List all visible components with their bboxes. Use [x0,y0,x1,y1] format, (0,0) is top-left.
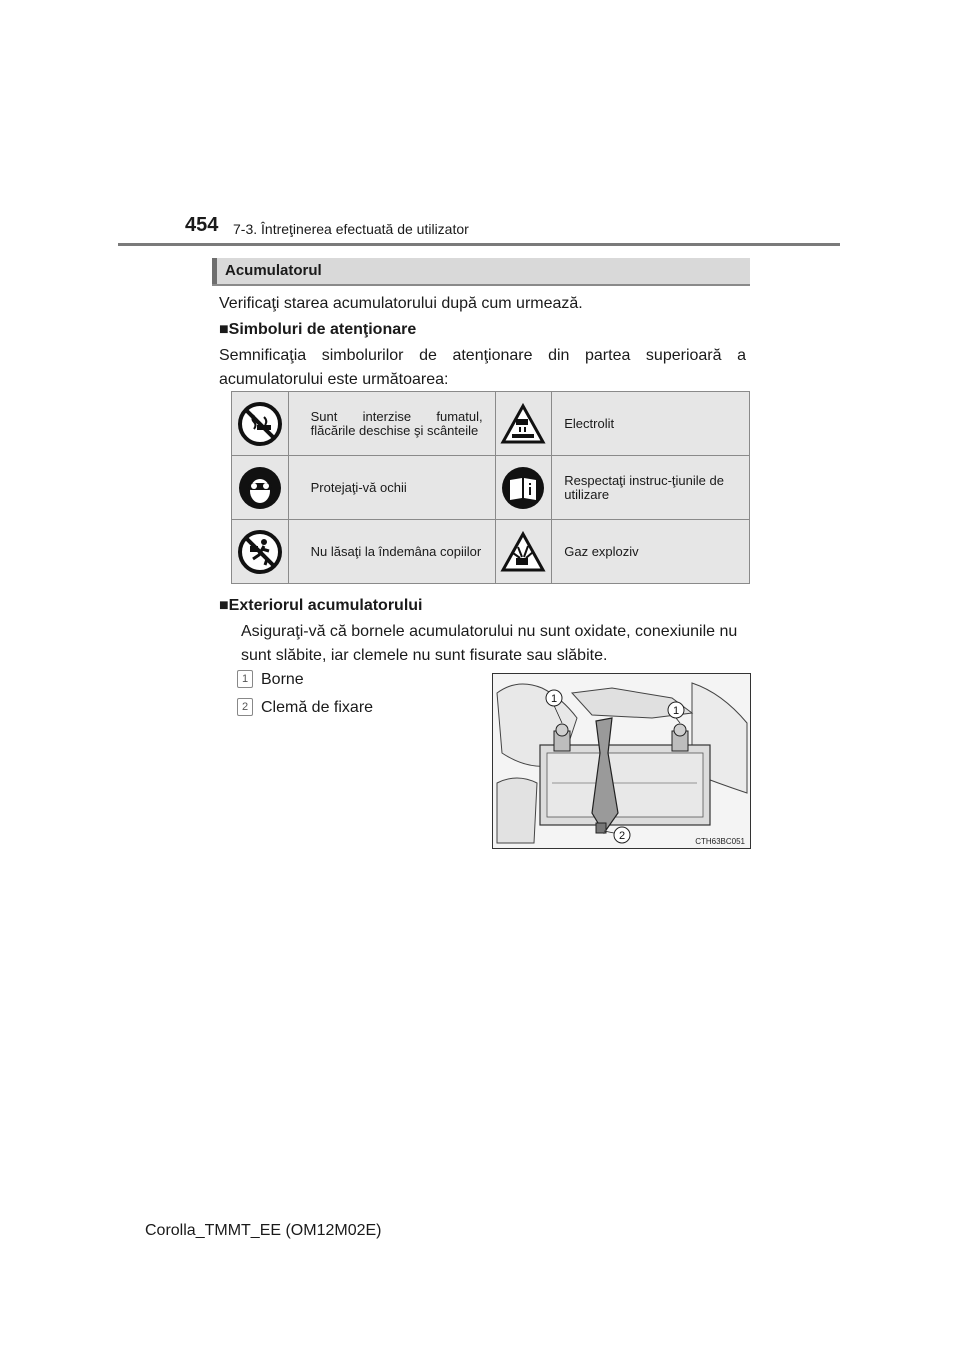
keep-away-children-label: Nu lăsaţi la îndemâna copiilor [288,520,495,584]
explosive-gas-icon [500,531,546,573]
exterior-paragraph: Asiguraţi-vă că bornele acumulatorului nu sunt oxidate, conexiunile nu sunt slăbite, iar clemele nu sunt fisurate sau slăbite. [241,623,738,664]
header-divider [118,243,840,246]
electrolyte-label: Electrolit [552,392,750,456]
exterior-heading: ■Exteriorul acumulatorului [219,597,423,614]
legend-item-terminals [237,670,304,689]
keep-away-children-icon [237,529,283,575]
callout-2: 2 [618,830,626,842]
section-title: Acumulatorul [225,262,322,279]
table-row [232,456,750,520]
warning-symbols-heading: ■Simboluri de atenţionare [219,321,417,338]
warning-symbols-table [231,391,750,584]
no-smoking-icon [237,401,283,447]
intro-paragraph: Verificaţi starea acumulatorului după cum urmează. [219,295,583,312]
electrolyte-icon [500,403,546,445]
legend-label: Clemă de fixare [261,699,374,716]
instruction-manual-label: Respectaţi instruc-ţiunile de utilizare [552,456,750,520]
legend-item-clamp [237,698,373,717]
callout-1-right: 1 [672,705,680,717]
instruction-manual-icon [500,465,546,511]
legend-number: 1 [237,670,253,688]
section-heading-marker [212,258,217,284]
illustration-code: CTH63BC051 [695,837,745,846]
explosive-gas-label: Gaz exploziv [552,520,750,584]
legend-number: 2 [237,698,253,716]
warning-symbols-description: Semnificaţia simbolurilor de atenţionare din partea superioară a acumulatorului este următoarea: [219,347,746,388]
section-heading-bar [212,258,750,286]
legend-label: Borne [261,671,304,688]
eye-protection-icon [237,465,283,511]
chapter-title: 7-3. Întreţinerea efectuată de utilizator [233,221,469,237]
no-smoking-label: Sunt interzise fumatul, flăcările deschise şi scânteile [288,392,495,456]
footer-model-code: Corolla_TMMT_EE (OM12M02E) [145,1222,382,1239]
page-number: 454 [185,214,219,236]
table-row [232,520,750,584]
callout-1-left: 1 [550,693,558,705]
table-row [232,392,750,456]
battery-illustration [492,673,751,849]
eye-protection-label: Protejaţi-vă ochii [288,456,495,520]
